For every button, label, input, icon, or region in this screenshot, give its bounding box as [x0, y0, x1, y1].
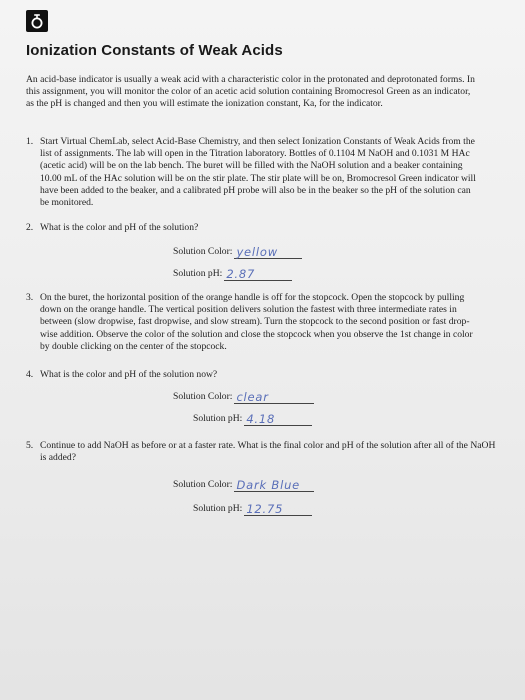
q5-ph-answer: [193, 501, 312, 516]
step-number: 3.: [26, 292, 34, 303]
handwritten-ph: 12.75: [246, 502, 284, 516]
q5-color-answer: [173, 477, 314, 492]
solution-color-field[interactable]: [234, 389, 314, 404]
step-text: On the buret, the horizontal position of the orange handle is off for the stopcock. Open the stopcock by pulling down on the orange handle. The vertical position delivers solution the fastest with three intermediate rates in between (slow dropwise, fast dropwise, and slow stream). Turn the stopcock to the second position or fast drop-wise addition. Observe the color of the solution and close the stopcock when you observe the 1st change in color by double clicking on the center of the stopcock.: [40, 292, 473, 352]
solution-ph-field[interactable]: [244, 501, 312, 516]
handwritten-color: clear: [236, 390, 269, 404]
solution-color-label: Solution Color:: [173, 246, 233, 257]
question-5: [26, 440, 496, 464]
solution-ph-field[interactable]: [224, 266, 292, 281]
solution-ph-label: Solution pH:: [193, 503, 243, 514]
solution-ph-label: Solution pH:: [193, 413, 243, 424]
step-number: 5.: [26, 440, 34, 451]
handwritten-ph: 4.18: [246, 412, 276, 426]
step-number: 4.: [26, 369, 34, 380]
solution-color-label: Solution Color:: [173, 391, 233, 402]
question-text: What is the color and pH of the solution?: [40, 222, 199, 233]
step-text: Start Virtual ChemLab, select Acid-Base Chemistry, and then select Ionization Constants of Weak Acids from the list of assignments. The lab will open in the Titration laboratory. Bottles of 0.1104 M NaOH and 0.1031 M HAc (acetic acid) will be on the lab bench. The buret will be filled with the NaOH solution and a beaker containing 10.00 mL of the HAc solution will be on the stir plate. The stir plate will be on, Bromocresol Green indicator will have been added to the beaker, and a calibrated pH probe will also be in the beaker so the pH of the solution can be monitored.: [40, 136, 476, 209]
handwritten-color: yellow: [236, 245, 278, 259]
handwritten-ph: 2.87: [226, 267, 256, 281]
intro-paragraph: An acid-base indicator is usually a weak acid with a characteristic color in the protonated and deprotonated forms. In this assignment, you will monitor the color of an acetic acid solution containing Bromocresol Green as an indicator, as the pH is changed and then you will estimate the ionization constant, Ka, for the indicator.: [26, 74, 475, 110]
q2-color-answer: [173, 244, 302, 259]
question-text: What is the color and pH of the solution now?: [40, 369, 218, 380]
q4-ph-answer: [193, 411, 312, 426]
solution-color-field[interactable]: [234, 477, 314, 492]
ohaus-logo-icon: [26, 10, 48, 32]
page-title: Ionization Constants of Weak Acids: [26, 42, 283, 59]
instruction-step-1: [26, 136, 476, 209]
q2-ph-answer: [173, 266, 292, 281]
solution-color-label: Solution Color:: [173, 479, 233, 490]
step-number: 1.: [26, 136, 34, 147]
question-text: Continue to add NaOH as before or at a faster rate. What is the final color and pH of the solution after all of the NaOH is added?: [40, 440, 496, 464]
solution-ph-field[interactable]: [244, 411, 312, 426]
solution-color-field[interactable]: [234, 244, 302, 259]
instruction-step-3: [26, 292, 476, 353]
q4-color-answer: [173, 389, 314, 404]
solution-ph-label: Solution pH:: [173, 268, 223, 279]
question-4: [26, 369, 476, 381]
step-number: 2.: [26, 222, 34, 233]
question-2: [26, 222, 476, 234]
handwritten-color: Dark Blue: [236, 478, 301, 492]
